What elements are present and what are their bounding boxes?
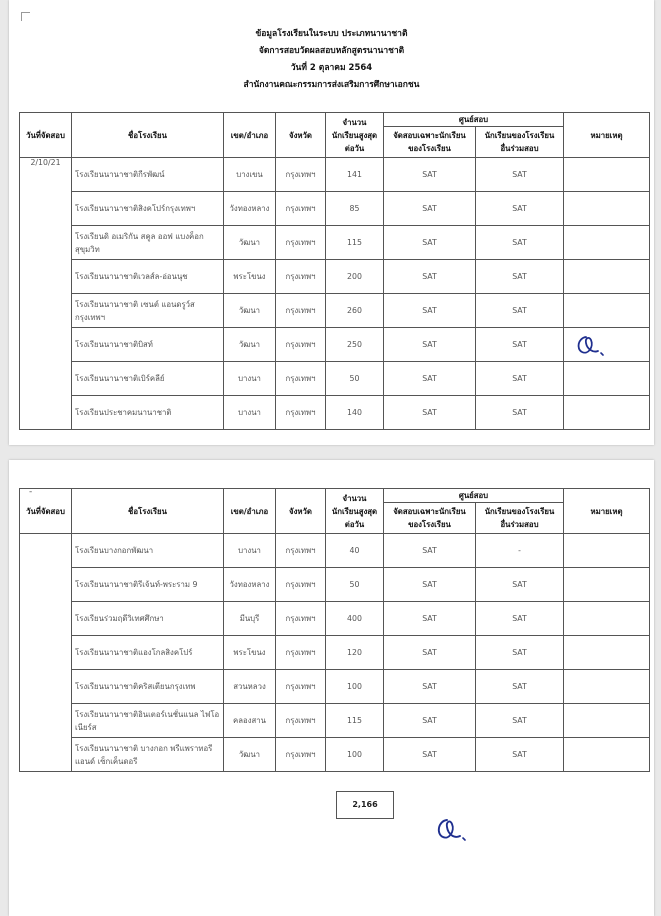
col-header-count-line-2: นักเรียนสูงสุด xyxy=(331,130,378,140)
exam-schools-table-2 xyxy=(19,488,650,772)
col-header-count-line-3: ต่อวัน xyxy=(344,143,365,153)
student-count-cell: 50 xyxy=(326,362,384,396)
table-row xyxy=(20,704,650,738)
exam-date-cell xyxy=(20,534,72,772)
remark-cell xyxy=(564,396,650,430)
province-cell: กรุงเทพฯ xyxy=(276,670,326,704)
own-exam-cell: SAT xyxy=(384,704,476,738)
page-top-mark: - xyxy=(29,487,33,497)
district-cell: วัฒนา xyxy=(224,328,276,362)
table-row xyxy=(20,328,650,362)
district-cell: พระโขนง xyxy=(224,260,276,294)
exam-date-cell: 2/10/21 xyxy=(20,158,72,430)
own-exam-cell: SAT xyxy=(384,568,476,602)
school-name-cell: โรงเรียนนานาชาติอินเตอร์เนชั่นแนล ไฟโอเนียร์ส xyxy=(72,704,224,738)
table-row xyxy=(20,534,650,568)
col-header-date: วันที่จัดสอบ xyxy=(20,113,72,158)
province-cell: กรุงเทพฯ xyxy=(276,260,326,294)
signature-initial-icon xyxy=(572,329,612,361)
own-exam-cell: SAT xyxy=(384,670,476,704)
remark-cell xyxy=(564,670,650,704)
province-cell: กรุงเทพฯ xyxy=(276,192,326,226)
province-cell: กรุงเทพฯ xyxy=(276,568,326,602)
student-count-cell: 85 xyxy=(326,192,384,226)
other-exam-cell: SAT xyxy=(476,670,564,704)
other-exam-cell: SAT xyxy=(476,192,564,226)
student-count-cell: 141 xyxy=(326,158,384,192)
own-exam-cell: SAT xyxy=(384,636,476,670)
col-header-own-line-2: ของโรงเรียน xyxy=(408,520,451,529)
school-name-cell: โรงเรียนนานาชาติบิสท์ xyxy=(72,328,224,362)
other-exam-cell: SAT xyxy=(476,260,564,294)
district-cell: วัฒนา xyxy=(224,294,276,328)
district-cell: วัฒนา xyxy=(224,738,276,772)
student-count-cell: 115 xyxy=(326,226,384,260)
own-exam-cell: SAT xyxy=(384,534,476,568)
remark-cell xyxy=(564,534,650,568)
col-header-school: ชื่อโรงเรียน xyxy=(72,113,224,158)
province-cell: กรุงเทพฯ xyxy=(276,636,326,670)
col-header-other-line-1: นักเรียนของโรงเรียน xyxy=(484,131,555,140)
col-header-other-line-1: นักเรียนของโรงเรียน xyxy=(484,507,555,516)
own-exam-cell: SAT xyxy=(384,294,476,328)
district-cell: บางนา xyxy=(224,362,276,396)
school-name-cell: โรงเรียนนานาชาติ บางกอก พรีแพราทอรี แอนด์ เซ็กเค็นดอรี xyxy=(72,738,224,772)
col-header-remark: หมายเหตุ xyxy=(564,113,650,158)
school-name-cell: โรงเรียนนานาชาติสิงคโปร์กรุงเทพฯ xyxy=(72,192,224,226)
school-name-cell: โรงเรียนนานาชาติ เซนต์ แอนดรูว์ส กรุงเทพฯ xyxy=(72,294,224,328)
total-student-count: 2,166 xyxy=(336,791,394,819)
school-name-cell: โรงเรียนนานาชาติรีเจ้นท์-พระราม 9 xyxy=(72,568,224,602)
exam-schools-table-1 xyxy=(19,112,650,430)
district-cell: บางเขน xyxy=(224,158,276,192)
other-exam-cell: SAT xyxy=(476,396,564,430)
remark-cell xyxy=(564,568,650,602)
other-exam-cell: SAT xyxy=(476,328,564,362)
table-row xyxy=(20,396,650,430)
other-exam-cell: SAT xyxy=(476,704,564,738)
col-header-school: ชื่อโรงเรียน xyxy=(72,489,224,534)
own-exam-cell: SAT xyxy=(384,328,476,362)
student-count-cell: 40 xyxy=(326,534,384,568)
col-header-other-line-2: อื่นร่วมสอบ xyxy=(500,144,539,153)
student-count-cell: 200 xyxy=(326,260,384,294)
district-cell: วังทองหลาง xyxy=(224,192,276,226)
table-row xyxy=(20,636,650,670)
school-name-cell: โรงเรียนประชาคมนานาชาติ xyxy=(72,396,224,430)
other-exam-cell: SAT xyxy=(476,602,564,636)
student-count-cell: 140 xyxy=(326,396,384,430)
table-row xyxy=(20,192,650,226)
table-row xyxy=(20,602,650,636)
other-exam-cell: SAT xyxy=(476,226,564,260)
remark-cell xyxy=(564,158,650,192)
col-header-own-line-1: จัดสอบเฉพาะนักเรียน xyxy=(393,131,466,140)
col-header-count xyxy=(326,489,384,534)
table-row xyxy=(20,260,650,294)
district-cell: บางนา xyxy=(224,396,276,430)
remark-cell xyxy=(564,192,650,226)
col-header-own-students xyxy=(384,503,476,534)
remark-cell xyxy=(564,636,650,670)
own-exam-cell: SAT xyxy=(384,192,476,226)
col-header-district: เขต/อำเภอ xyxy=(224,489,276,534)
student-count-cell: 260 xyxy=(326,294,384,328)
remark-cell xyxy=(564,738,650,772)
district-cell: วังทองหลาง xyxy=(224,568,276,602)
signature-initial-icon xyxy=(431,812,475,848)
col-header-date: วันที่จัดสอบ xyxy=(20,489,72,534)
province-cell: กรุงเทพฯ xyxy=(276,362,326,396)
student-count-cell: 400 xyxy=(326,602,384,636)
student-count-cell: 120 xyxy=(326,636,384,670)
col-header-own-line-1: จัดสอบเฉพาะนักเรียน xyxy=(393,507,466,516)
col-header-count-line-1: จำนวน xyxy=(342,117,367,127)
table-row xyxy=(20,362,650,396)
own-exam-cell: SAT xyxy=(384,396,476,430)
table-row xyxy=(20,294,650,328)
school-name-cell: โรงเรียนดิ อเมริกัน สคูล ออฟ แบงค็อก สุขุมวิท xyxy=(72,226,224,260)
col-header-own-line-2: ของโรงเรียน xyxy=(408,144,451,153)
doc-header-line-2: จัดการสอบวัดผลสอบหลักสูตรนานาชาติ xyxy=(258,46,405,56)
other-exam-cell: SAT xyxy=(476,294,564,328)
col-header-other-line-2: อื่นร่วมสอบ xyxy=(500,520,539,529)
province-cell: กรุงเทพฯ xyxy=(276,226,326,260)
student-count-cell: 250 xyxy=(326,328,384,362)
province-cell: กรุงเทพฯ xyxy=(276,534,326,568)
table-row xyxy=(20,568,650,602)
own-exam-cell: SAT xyxy=(384,362,476,396)
other-exam-cell: SAT xyxy=(476,636,564,670)
other-exam-cell: SAT xyxy=(476,738,564,772)
col-header-count-line-2: นักเรียนสูงสุด xyxy=(331,506,378,516)
remark-cell xyxy=(564,704,650,738)
school-name-cell: โรงเรียนร่วมฤดีวิเทศศึกษา xyxy=(72,602,224,636)
remark-cell xyxy=(564,328,650,362)
remark-cell xyxy=(564,260,650,294)
own-exam-cell: SAT xyxy=(384,260,476,294)
province-cell: กรุงเทพฯ xyxy=(276,328,326,362)
col-header-count-line-3: ต่อวัน xyxy=(344,519,365,529)
student-count-cell: 115 xyxy=(326,704,384,738)
province-cell: กรุงเทพฯ xyxy=(276,704,326,738)
col-header-other-students xyxy=(476,503,564,534)
province-cell: กรุงเทพฯ xyxy=(276,602,326,636)
col-header-count xyxy=(326,113,384,158)
col-header-district: เขต/อำเภอ xyxy=(224,113,276,158)
col-header-province: จังหวัด xyxy=(276,113,326,158)
table-row xyxy=(20,670,650,704)
scan-corner-mark xyxy=(21,12,30,21)
school-name-cell: โรงเรียนนานาชาติกีรพัฒน์ xyxy=(72,158,224,192)
remark-cell xyxy=(564,294,650,328)
document-page-2 xyxy=(9,460,654,916)
table-row xyxy=(20,738,650,772)
col-header-count-line-1: จำนวน xyxy=(342,493,367,503)
table-row xyxy=(20,226,650,260)
doc-header-line-4: สำนักงานคณะกรรมการส่งเสริมการศึกษาเอกชน xyxy=(243,80,420,90)
province-cell: กรุงเทพฯ xyxy=(276,158,326,192)
col-header-exam-center: ศูนย์สอบ xyxy=(384,113,564,127)
remark-cell xyxy=(564,226,650,260)
other-exam-cell: - xyxy=(476,534,564,568)
table-row xyxy=(20,158,650,192)
district-cell: วัฒนา xyxy=(224,226,276,260)
school-name-cell: โรงเรียนนานาชาติเบิร์คลีย์ xyxy=(72,362,224,396)
other-exam-cell: SAT xyxy=(476,158,564,192)
remark-cell xyxy=(564,362,650,396)
province-cell: กรุงเทพฯ xyxy=(276,396,326,430)
student-count-cell: 50 xyxy=(326,568,384,602)
col-header-province: จังหวัด xyxy=(276,489,326,534)
student-count-cell: 100 xyxy=(326,670,384,704)
col-header-own-students xyxy=(384,127,476,158)
own-exam-cell: SAT xyxy=(384,226,476,260)
district-cell: สวนหลวง xyxy=(224,670,276,704)
doc-header-line-3: วันที่ 2 ตุลาคม 2564 xyxy=(290,63,373,73)
school-name-cell: โรงเรียนบางกอกพัฒนา xyxy=(72,534,224,568)
document-page-1 xyxy=(9,0,654,445)
other-exam-cell: SAT xyxy=(476,362,564,396)
district-cell: บางนา xyxy=(224,534,276,568)
remark-cell xyxy=(564,602,650,636)
doc-header-line-1: ข้อมูลโรงเรียนในระบบ ประเภทนานาชาติ xyxy=(255,29,408,39)
col-header-other-students xyxy=(476,127,564,158)
student-count-cell: 100 xyxy=(326,738,384,772)
own-exam-cell: SAT xyxy=(384,602,476,636)
district-cell: มีนบุรี xyxy=(224,602,276,636)
col-header-exam-center: ศูนย์สอบ xyxy=(384,489,564,503)
col-header-remark: หมายเหตุ xyxy=(564,489,650,534)
district-cell: พระโขนง xyxy=(224,636,276,670)
other-exam-cell: SAT xyxy=(476,568,564,602)
province-cell: กรุงเทพฯ xyxy=(276,738,326,772)
province-cell: กรุงเทพฯ xyxy=(276,294,326,328)
own-exam-cell: SAT xyxy=(384,158,476,192)
school-name-cell: โรงเรียนนานาชาติแองโกลสิงคโปร์ xyxy=(72,636,224,670)
school-name-cell: โรงเรียนนานาชาติคริสเตียนกรุงเทพ xyxy=(72,670,224,704)
school-name-cell: โรงเรียนนานาชาติเวลส์ล-อ่อนนุช xyxy=(72,260,224,294)
district-cell: คลองสาน xyxy=(224,704,276,738)
own-exam-cell: SAT xyxy=(384,738,476,772)
